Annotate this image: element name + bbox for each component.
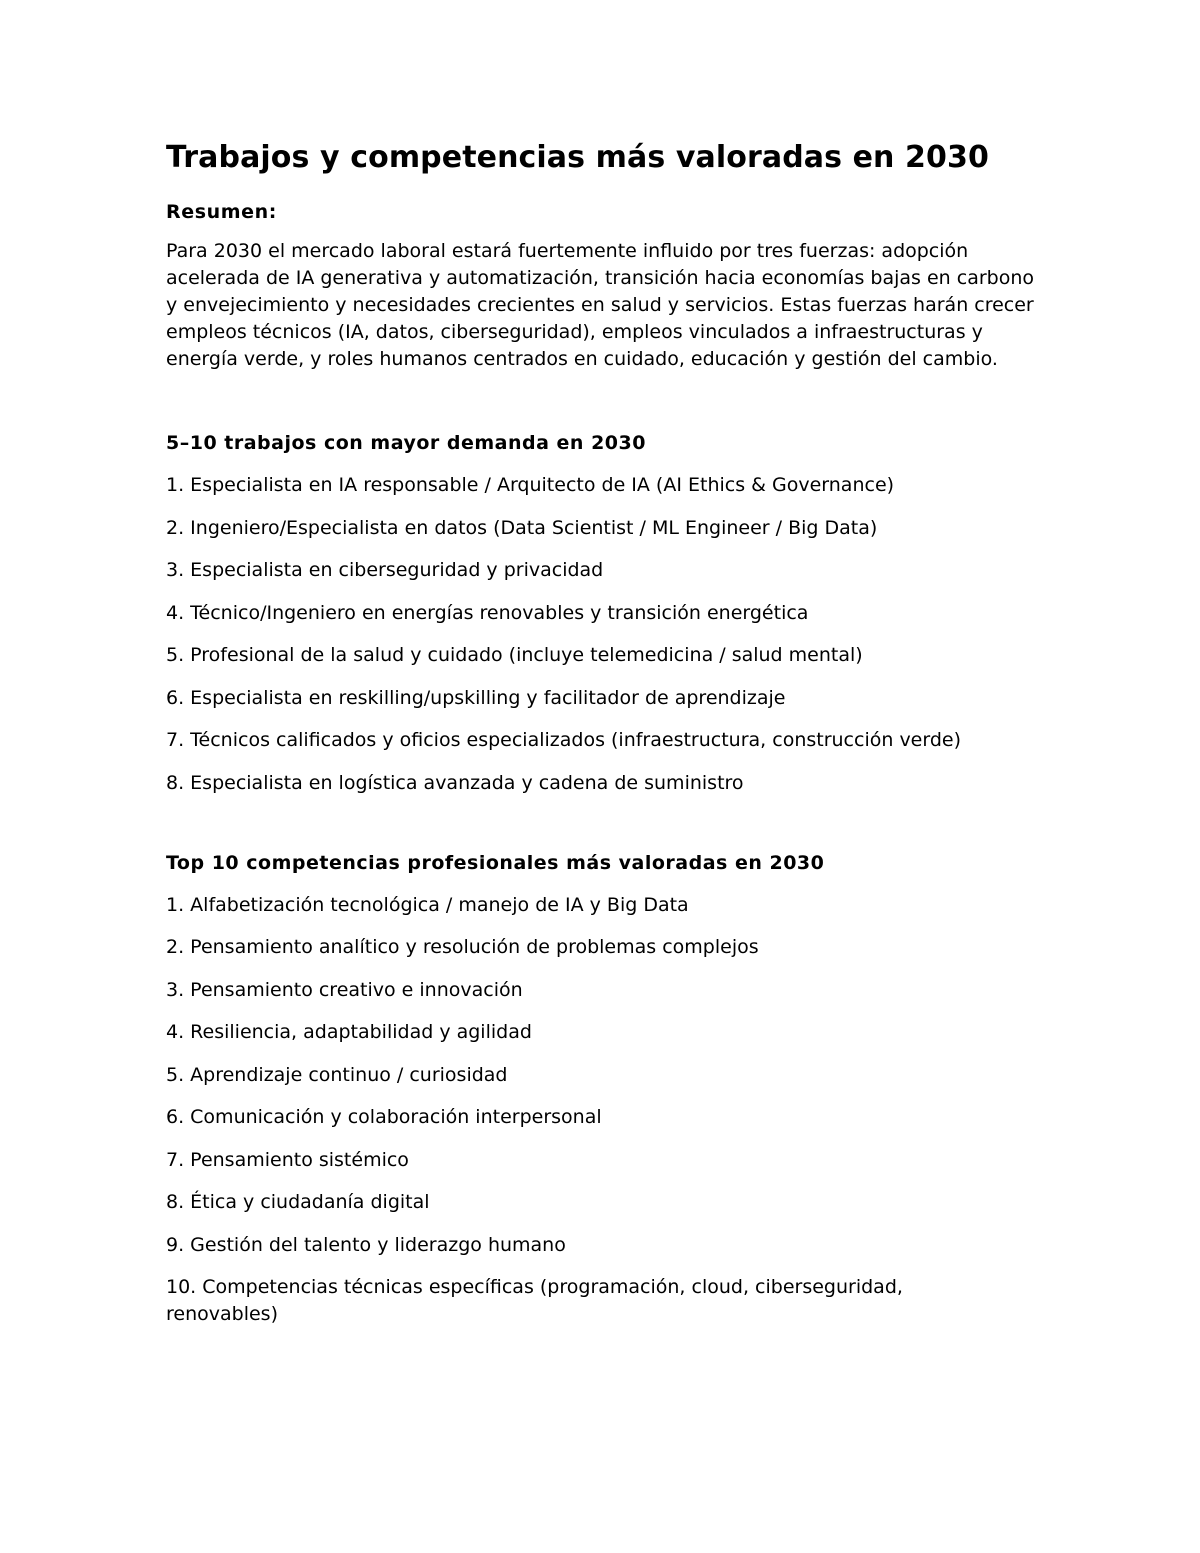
job-item: 5. Profesional de la salud y cuidado (incluye telemedicina / salud mental) [166,644,863,666]
job-item: 1. Especialista en IA responsable / Arquitecto de IA (AI Ethics & Governance) [166,474,895,496]
skill-item: 9. Gestión del talento y liderazgo humano [166,1233,566,1256]
skill-item: 6. Comunicación y colaboración interpersonal [166,1106,602,1128]
jobs-list [166,472,1046,797]
jobs-heading: 5–10 trabajos con mayor demanda en 2030 [166,432,646,454]
skill-item: 4. Resiliencia, adaptabilidad y agilidad [166,1021,532,1043]
job-item: 4. Técnico/Ingeniero en energías renovables y transición energética [166,601,809,624]
skill-item: 3. Pensamiento creativo e innovación [166,978,523,1001]
document-page [166,136,1046,1328]
job-item: 7. Técnicos calificados y oficios especializados (infraestructura, construcción verde) [166,729,962,751]
skill-item: 2. Pensamiento analítico y resolución de problemas complejos [166,936,759,958]
skills-heading: Top 10 competencias profesionales más valoradas en 2030 [166,851,825,874]
skill-item: 8. Ética y ciudadanía digital [166,1191,430,1213]
job-item: 3. Especialista en ciberseguridad y privacidad [166,559,604,581]
job-item: 6. Especialista en reskilling/upskilling y facilitador de aprendizaje [166,686,786,709]
skill-item: 1. Alfabetización tecnológica / manejo de IA y Big Data [166,893,689,916]
job-item: 2. Ingeniero/Especialista en datos (Data Scientist / ML Engineer / Big Data) [166,516,878,539]
skill-item: 5. Aprendizaje continuo / curiosidad [166,1063,508,1086]
skills-list [166,892,1046,1329]
skill-item: 7. Pensamiento sistémico [166,1148,409,1171]
summary-paragraph: Para 2030 el mercado laboral estará fuertemente influido por tres fuerzas: adopción acelerada de IA generativa y automatización, transición hacia economías bajas en carbono y envejecimiento y necesidades crecientes en salud y servicios. Estas fuerzas harán crecer empleos técnicos (IA, datos, ciberseguridad), empleos vinculados a infraestructuras y energía verde, y roles humanos centrados en cuidado, educación y gestión del cambio. [166,240,1035,370]
job-item: 8. Especialista en logística avanzada y cadena de suministro [166,771,744,794]
document-title: Trabajos y competencias más valoradas en 2030 [166,140,989,175]
skill-item: 10. Competencias técnicas específicas (programación, cloud, ciberseguridad, renovables) [166,1276,903,1325]
summary-label: Resumen: [166,201,277,223]
